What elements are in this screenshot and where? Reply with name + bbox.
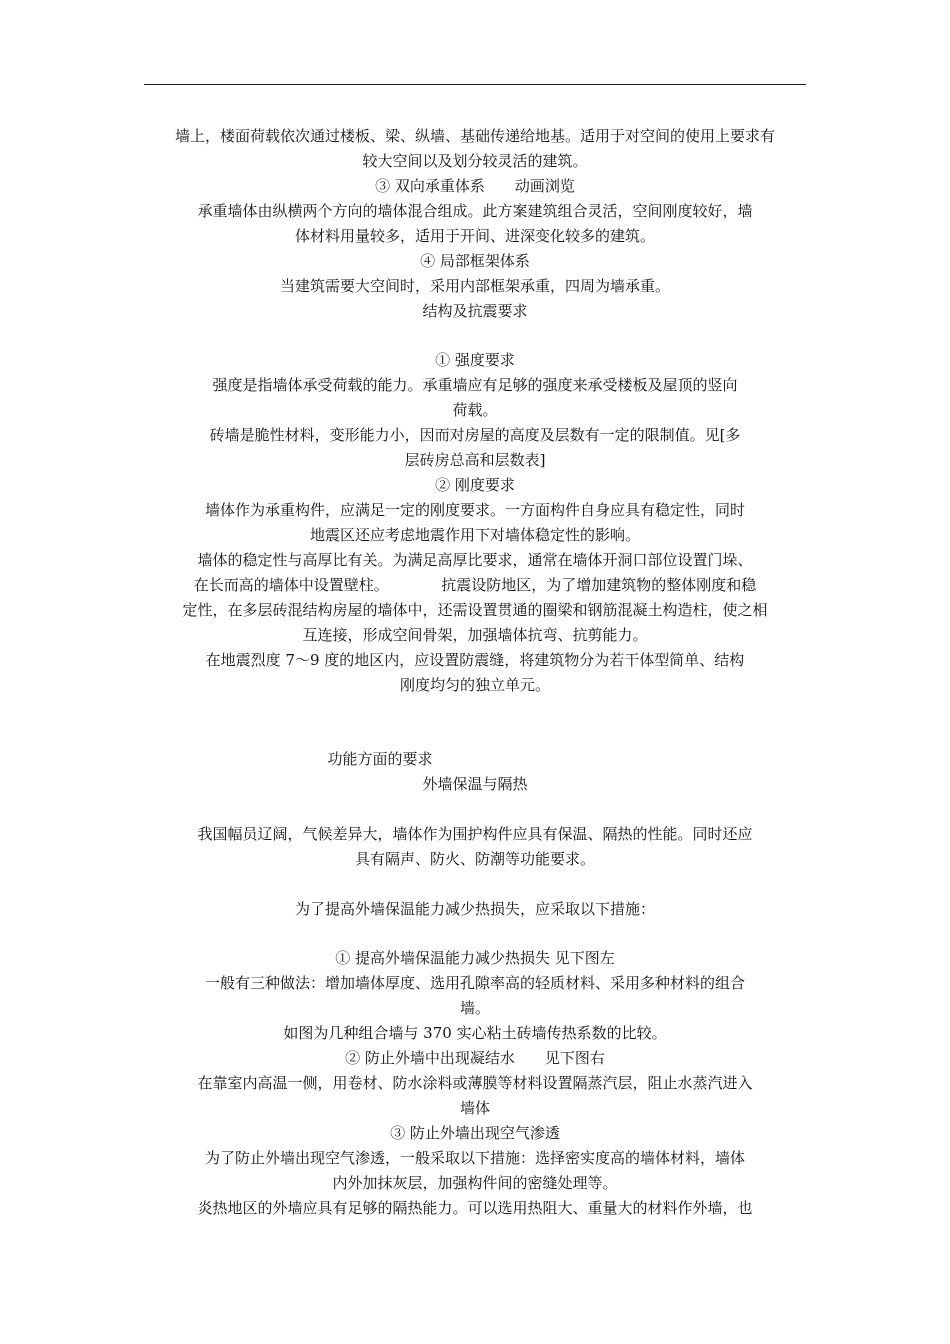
section-heading: ④ 局部框架体系 xyxy=(420,252,530,270)
body-line: 为了防止外墙出现空气渗透，一般采取以下措施：选择密实度高的墙体材料，墙体 xyxy=(204,1149,745,1167)
body-line: 较大空间以及划分较灵活的建筑。 xyxy=(362,152,588,170)
section-heading: 功能方面的要求 xyxy=(327,750,433,768)
body-line: 一般有三种做法：增加墙体厚度、选用孔隙率高的轻质材料、采用多种材料的组合 xyxy=(204,974,745,992)
body-line: 当建筑需要大空间时，采用内部框架承重，四周为墙承重。 xyxy=(279,277,670,295)
body-line: 在地震烈度 7～9 度的地区内，应设置防震缝，将建筑物分为若干体型简单、结构 xyxy=(205,651,745,669)
body-line: 刚度均匀的独立单元。 xyxy=(399,676,550,694)
body-line: 体材料用量较多，适用于开间、进深变化较多的建筑。 xyxy=(294,227,655,245)
body-line: 砖墙是脆性材料，变形能力小，因而对房屋的高度及层数有一定的限制值。见[多 xyxy=(209,426,741,444)
body-line: 炎热地区的外墙应具有足够的隔热能力。可以选用热阻大、重量大的材料作外墙，也 xyxy=(197,1199,753,1217)
section-heading: ① 提高外墙保温能力减少热损失 见下图左 xyxy=(335,949,615,967)
body-line: 如图为几种组合墙与 370 实心粘土砖墙传热系数的比较。 xyxy=(283,1024,667,1042)
section-heading: ② 刚度要求 xyxy=(435,476,515,494)
body-line: 地震区还应考虑地震作用下对墙体稳定性的影响。 xyxy=(309,526,640,544)
body-line: 在靠室内高温一侧，用卷材、防水涂料或薄膜等材料设置隔蒸汽层，阻止水蒸汽进入 xyxy=(197,1074,753,1092)
body-line: 内外加抹灰层，加强构件间的密缝处理等。 xyxy=(332,1174,618,1192)
body-line: 墙体作为承重构件，应满足一定的刚度要求。一方面构件自身应具有稳定性，同时 xyxy=(204,501,745,519)
body-line: 定性，在多层砖混结构房屋的墙体中，还需设置贯通的圈梁和钢筋混凝土构造柱，使之相 xyxy=(182,601,768,619)
section-heading: 结构及抗震要求 xyxy=(422,302,528,320)
body-line: 在长而高的墙体中设置壁柱。 抗震设防地区，为了增加建筑物的整体刚度和稳 xyxy=(193,576,757,594)
body-line: 强度是指墙体承受荷载的能力。承重墙应有足够的强度来承受楼板及屋顶的竖向 xyxy=(212,376,738,394)
section-heading: ③ 防止外墙出现空气渗透 xyxy=(390,1124,560,1142)
section-heading: ① 强度要求 xyxy=(435,351,515,369)
section-heading: ③ 双向承重体系 动画浏览 xyxy=(375,177,575,195)
body-line: 承重墙体由纵横两个方向的墙体混合组成。此方案建筑组合灵活，空间刚度较好，墙 xyxy=(197,202,753,220)
section-heading: 外墙保温与隔热 xyxy=(422,775,528,793)
section-heading: ② 防止外墙中出现凝结水 见下图右 xyxy=(345,1049,605,1067)
body-line: 为了提高外墙保温能力减少热损失，应采取以下措施： xyxy=(294,900,655,918)
body-line: 墙体的稳定性与高厚比有关。为满足高厚比要求，通常在墙体开洞口部位设置门垛、 xyxy=(197,551,753,569)
body-line: 互连接，形成空间骨架，加强墙体抗弯、抗剪能力。 xyxy=(302,626,648,644)
body-line: 我国幅员辽阔，气候差异大，墙体作为围护构件应具有保温、隔热的性能。同时还应 xyxy=(197,825,753,843)
body-line: 墙。 xyxy=(459,999,490,1017)
header-rule xyxy=(144,84,806,85)
body-line: 荷载。 xyxy=(452,401,498,419)
body-line: 层砖房总高和层数表] xyxy=(404,451,546,469)
body-line: 墙上，楼面荷载依次通过楼板、梁、纵墙、基础传递给地基。适用于对空间的使用上要求有 xyxy=(174,127,775,145)
body-line: 具有隔声、防火、防潮等功能要求。 xyxy=(354,850,595,868)
body-line: 墙体 xyxy=(459,1099,490,1117)
